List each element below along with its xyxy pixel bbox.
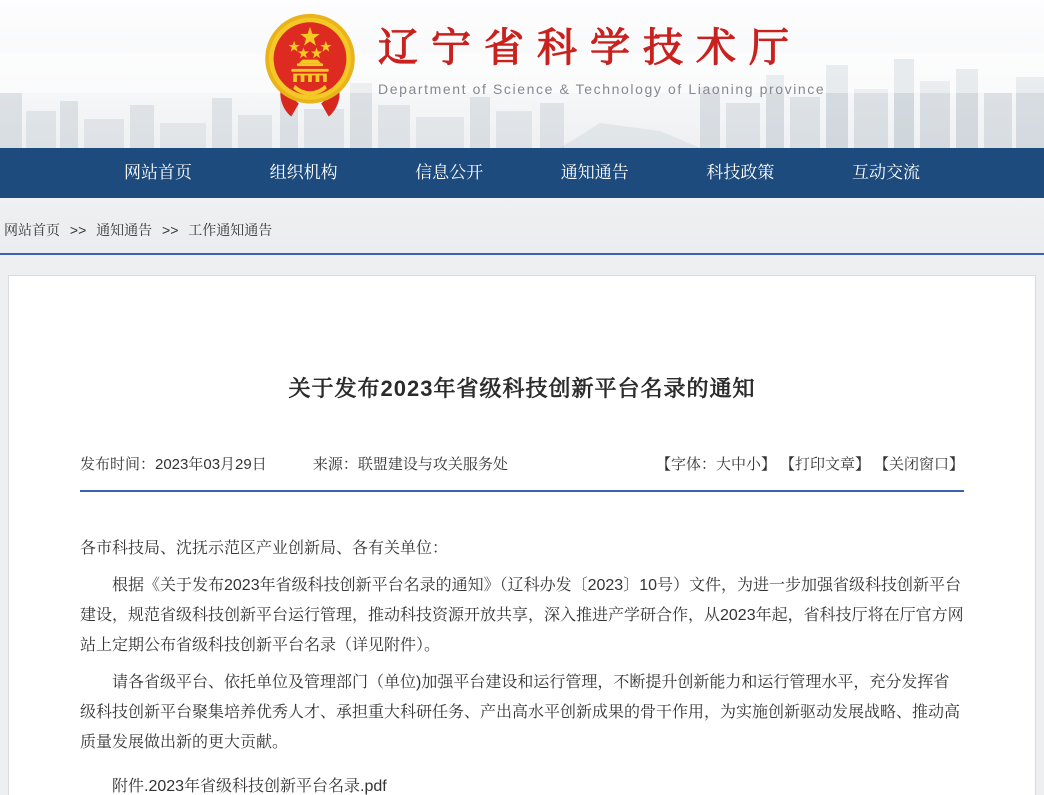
body-paragraph: 根据《关于发布2023年省级科技创新平台名录的通知》（辽科办发〔2023〕10号）文件，为进一步加强省级科技创新平台建设，规范省级科技创新平台运行管理，推动科技资源开放共享，深入推进产学研合作，从2023年起，省科技厅将在厅官方网站上定期公布省级科技创新平台名录（详见附件）。 <box>80 577 964 654</box>
breadcrumb-separator: >> <box>69 222 87 238</box>
breadcrumb-home[interactable]: 网站首页 <box>4 222 60 238</box>
brand-block <box>378 12 825 97</box>
salutation-line: 各市科技局、沈抚示范区产业创新局、各有关单位： <box>80 540 449 557</box>
article-meta-row <box>80 453 964 474</box>
attachment-pdf-link[interactable]: 附件.2023年省级科技创新平台名录.pdf <box>112 778 387 795</box>
body-paragraph: 请各省级平台、依托单位及管理部门（单位)加强平台建设和运行管理，不断提升创新能力和运行管理水平，充分发挥省级科技创新平台聚集培养优秀人才、承担重大科研任务、产出高水平创新成果的骨干作用，为实施创新驱动发展战略、推动高质量发展做出新的更大贡献。 <box>80 674 961 751</box>
font-size-control[interactable]: 【字体：大中小】 <box>655 456 776 473</box>
breadcrumb-strip <box>0 198 1044 255</box>
nav-item-home[interactable]: 网站首页 <box>124 163 192 182</box>
main-navigation <box>0 148 1044 198</box>
article-body <box>80 534 964 795</box>
site-header <box>0 0 1044 148</box>
nav-item-policy[interactable]: 科技政策 <box>706 163 775 182</box>
nav-item-interact[interactable]: 互动交流 <box>851 163 920 182</box>
article-meta-left <box>80 453 550 474</box>
close-window-button[interactable]: 【关闭窗口】 <box>873 456 964 473</box>
publish-time: 发布时间：2023年03月29日 <box>80 456 267 473</box>
breadcrumb <box>4 220 1044 240</box>
site-title: 辽宁省科学技术厅 <box>378 26 802 70</box>
breadcrumb-separator: >> <box>162 222 179 238</box>
article-source: 来源：联盟建设与攻关服务处 <box>312 456 508 473</box>
nav-item-info[interactable]: 信息公开 <box>415 163 484 182</box>
national-emblem-logo <box>258 12 362 124</box>
site-subtitle: Department of Science & Technology of Liaoning province <box>378 81 826 97</box>
breadcrumb-current[interactable]: 工作通知通告 <box>188 222 273 238</box>
breadcrumb-notices[interactable]: 通知通告 <box>96 222 153 238</box>
attachment-line <box>80 772 964 795</box>
article-tools <box>652 453 964 474</box>
nav-item-notices[interactable]: 通知通告 <box>560 163 629 182</box>
meta-divider-line <box>80 490 964 492</box>
print-article-button[interactable]: 【打印文章】 <box>779 456 870 473</box>
nav-item-org[interactable]: 组织机构 <box>269 163 338 182</box>
article-title: 关于发布2023年省级科技创新平台名录的通知 <box>288 376 756 401</box>
article-card <box>8 275 1036 795</box>
